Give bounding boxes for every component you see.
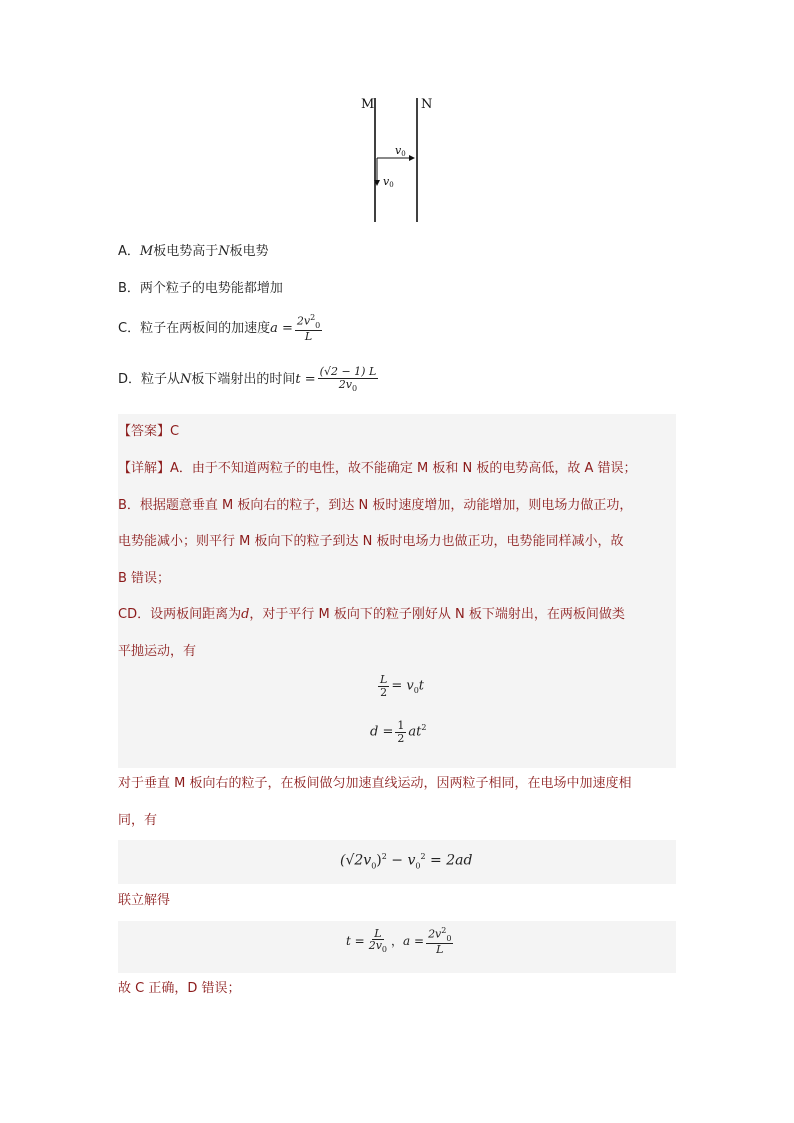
detail-line-3: 电势能减小；则平行 M 板向下的粒子到达 N 板时电场力也做正功，电势能同样减小，故 [118, 534, 624, 549]
conclusion-line: 故 C 正确，D 错误； [118, 981, 241, 996]
arrow-right-head [409, 155, 415, 161]
v0-down-label: v0 [383, 175, 394, 189]
option-a: A．M板电势高于N板电势 [118, 244, 269, 259]
answer-label: 【答案】C [118, 424, 180, 439]
detail-line-4: B 错误； [118, 571, 171, 586]
equation-box-3 [118, 921, 676, 973]
option-b: B．两个粒子的电势能都增加 [118, 281, 283, 296]
detail-line-6: 平抛运动，有 [118, 644, 197, 659]
label-m: M [361, 97, 375, 112]
equation-box-2 [118, 840, 676, 884]
solve-line: 联立解得 [118, 893, 171, 908]
time-fraction: $\frac{(√2 - 1) L}{2v_0}$ [319, 365, 377, 393]
equation-1: $\frac{L}{2}$ = $v_0t$ [380, 673, 425, 699]
option-d: D．粒子从N板下端射出的时间t = $\frac{(√2 - 1) L}{2v_0}$ [118, 365, 377, 393]
detail-line-1: 【详解】A．由于不知道两粒子的电性，故不能确定 M 板和 N 板的电势高低，故 A 错误； [118, 461, 637, 476]
equation-3: $(√2v_0)^2 - v_0^2 = 2ad$ [340, 852, 473, 871]
perp-line-2: 同，有 [118, 813, 158, 828]
v0-right-label: v0 [395, 144, 406, 158]
equation-2: d = $\frac{1}{2}$ $at^2$ [370, 719, 427, 745]
label-n: N [421, 97, 433, 112]
equation-box-1 [118, 668, 676, 768]
option-c: C．粒子在两板间的加速度a = $\frac{2v^2_0}{L}$ [118, 313, 321, 344]
detail-line-5: CD．设两板间距离为d，对于平行 M 板向下的粒子刚好从 N 板下端射出，在两板间做类 [118, 607, 625, 622]
accel-fraction: $\frac{2v^2_0}{L}$ [296, 313, 321, 344]
detail-line-2: B．根据题意垂直 M 板向右的粒子，到达 N 板时速度增加，动能增加，则电场力做正功， [118, 498, 633, 513]
equation-4: t = $\frac{L}{2v_0}$ ，a = $\frac{2v^2_0}{L}$ [346, 926, 452, 957]
plates-diagram [355, 92, 445, 224]
perp-line-1: 对于垂直 M 板向右的粒子，在板间做匀加速直线运动，因两粒子相同，在电场中加速度相 [118, 776, 632, 791]
plates-figure [355, 92, 445, 224]
